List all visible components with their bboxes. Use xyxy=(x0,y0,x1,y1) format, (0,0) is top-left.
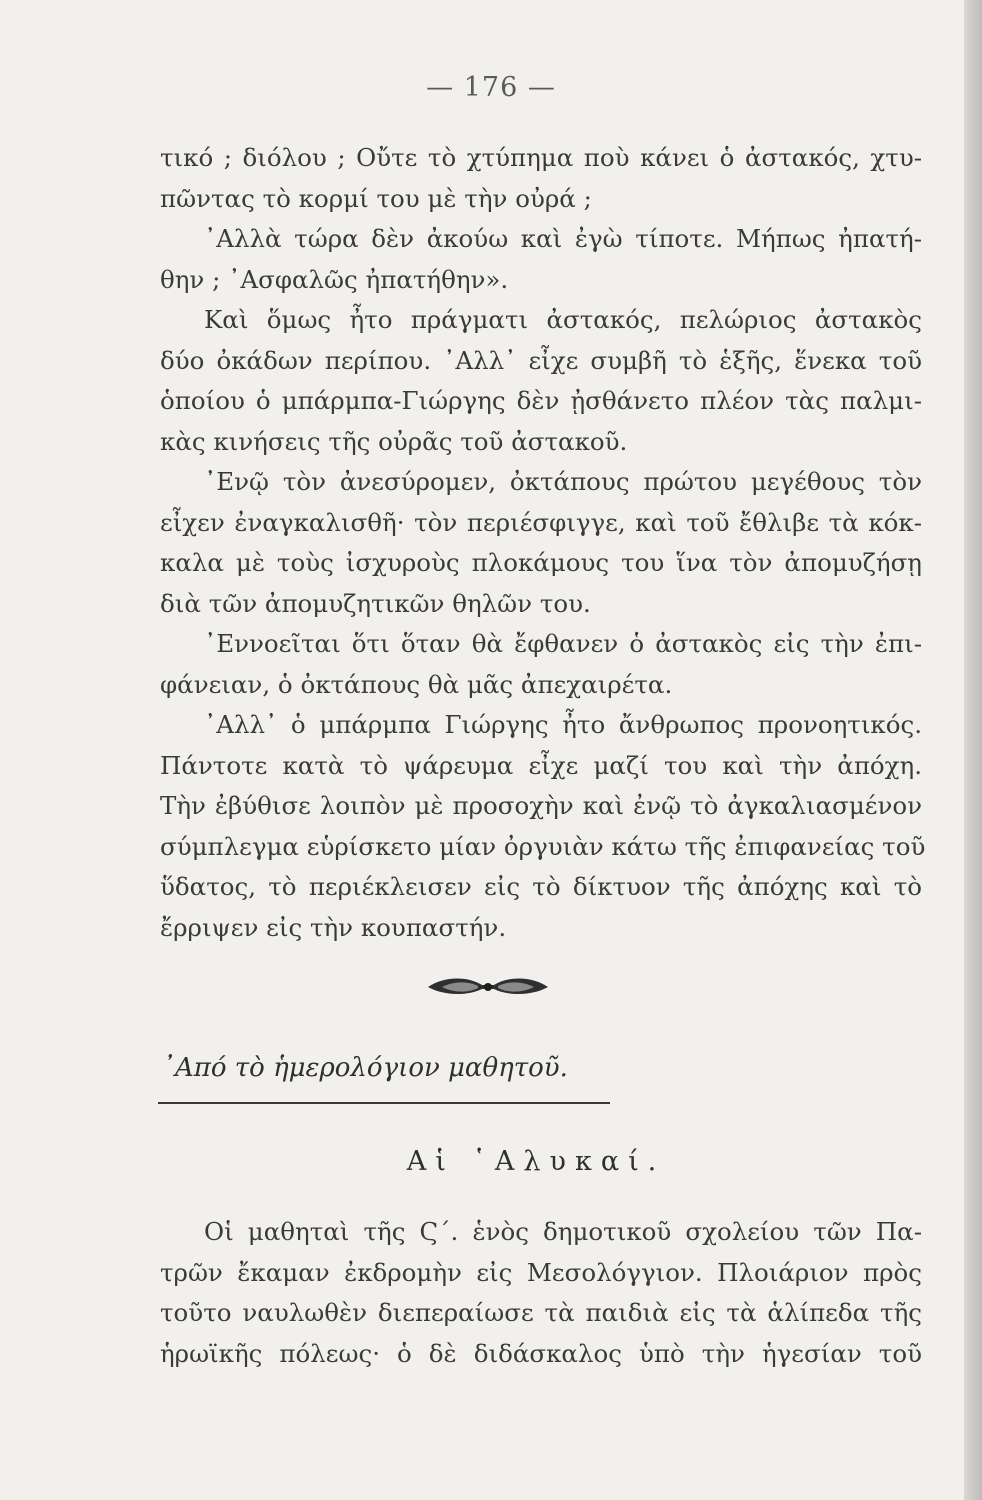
story-text xyxy=(160,138,926,948)
text-line: ἔρριψεν εἰς τὴν κουπαστήν. xyxy=(160,912,507,942)
text-line: ἡρωϊκῆς πόλεως· ὁ δὲ διδάσκαλος ὑπὸ τὴν ἡγεσίαν τοῦ xyxy=(160,1338,922,1368)
section-title-underline xyxy=(158,1102,610,1104)
text-line: θην ; ᾿Ασφαλῶς ἠπατήθην». xyxy=(160,264,509,294)
text-line: Οἱ μαθηταὶ τῆς Ϛ΄. ἑνὸς δημοτικοῦ σχολείου τῶν Πα- xyxy=(204,1217,922,1246)
section-text xyxy=(160,1212,922,1374)
text-line: τοῦτο ναυλωθὲν διεπεραίωσε τὰ παιδιὰ εἰς τὰ ἁλίπεδα τῆς xyxy=(160,1298,922,1327)
text-line: Καὶ ὅμως ἦτο πράγματι ἀστακός, πελώριος ἀστακὸς xyxy=(204,305,922,334)
text-line: ὁποίου ὁ μπάρμπα-Γιώργης δὲν ᾐσθάνετο πλέον τὰς παλμι- xyxy=(160,386,922,415)
text-line: κὰς κινήσεις τῆς οὐρᾶς τοῦ ἀστακοῦ. xyxy=(160,426,628,456)
text-line: καλα μὲ τοὺς ἰσχυροὺς πλοκάμους του ἵνα τὸν ἀπομυζήσῃ xyxy=(160,548,922,577)
text-line: δύο ὀκάδων περίπου. ᾿Αλλ᾽ εἶχε συμβῆ τὸ ἑξῆς, ἕνεκα τοῦ xyxy=(160,345,922,375)
text-line: φάνειαν, ὁ ὀκτάπους θὰ μᾶς ἀπεχαιρέτα. xyxy=(160,669,673,699)
text-line: εἶχεν ἐναγκαλισθῆ· τὸν περιέσφιγγε, καὶ τοῦ ἔθλιβε τὰ κόκ- xyxy=(160,507,922,537)
text-line: ᾿Αλλ᾽ ὁ μπάρμπα Γιώργης ἦτο ἄνθρωπος προνοητικός. xyxy=(204,710,922,739)
text-line: ὕδατος, τὸ περιέκλεισεν εἰς τὸ δίκτυον τῆς ἀπόχης καὶ τὸ xyxy=(160,872,922,901)
text-line: σύμπλεγμα εὑρίσκετο μίαν ὀργυιὰν κάτω τῆς ἐπιφανείας τοῦ xyxy=(160,831,926,861)
text-line: τικό ; διόλου ; Οὔτε τὸ χτύπημα ποὺ κάνει ὁ ἀστακός, χτυ- xyxy=(160,143,922,172)
text-line: πῶντας τὸ κορμί του μὲ τὴν οὐρά ; xyxy=(160,183,592,213)
text-line: διὰ τῶν ἀπομυζητικῶν θηλῶν του. xyxy=(160,588,591,618)
section-title: ᾿Από τὸ ἡμερολόγιον μαθητοῦ. xyxy=(162,1053,568,1083)
text-line: τρῶν ἔκαμαν ἐκδρομὴν εἰς Μεσολόγγιον. Πλοιάριον πρὸς xyxy=(160,1257,922,1287)
tailpiece-ornament-icon xyxy=(424,972,552,1002)
text-line: Πάντοτε κατὰ τὸ ψάρευμα εἶχε μαζί του καὶ τὴν ἀπόχη. xyxy=(160,750,922,780)
text-line: ᾿Αλλὰ τώρα δὲν ἀκούω καὶ ἐγὼ τίποτε. Μήπως ἠπατή- xyxy=(204,224,922,253)
page-number: — 176 — xyxy=(426,72,556,103)
text-line: Τὴν ἐβύθισε λοιπὸν μὲ προσοχὴν καὶ ἐνῷ τὸ ἀγκαλιασμένον xyxy=(160,791,922,820)
section-subtitle: Αἱ ῾Αλυκαί. xyxy=(406,1146,666,1177)
text-line: ᾿Εννοεῖται ὅτι ὅταν θὰ ἔφθανεν ὁ ἀστακὸς εἰς τὴν ἐπι- xyxy=(204,629,922,658)
text-line: ᾿Ενῷ τὸν ἀνεσύρομεν, ὀκτάπους πρώτου μεγέθους τὸν xyxy=(204,467,922,496)
page-edge-shadow xyxy=(964,0,982,1500)
